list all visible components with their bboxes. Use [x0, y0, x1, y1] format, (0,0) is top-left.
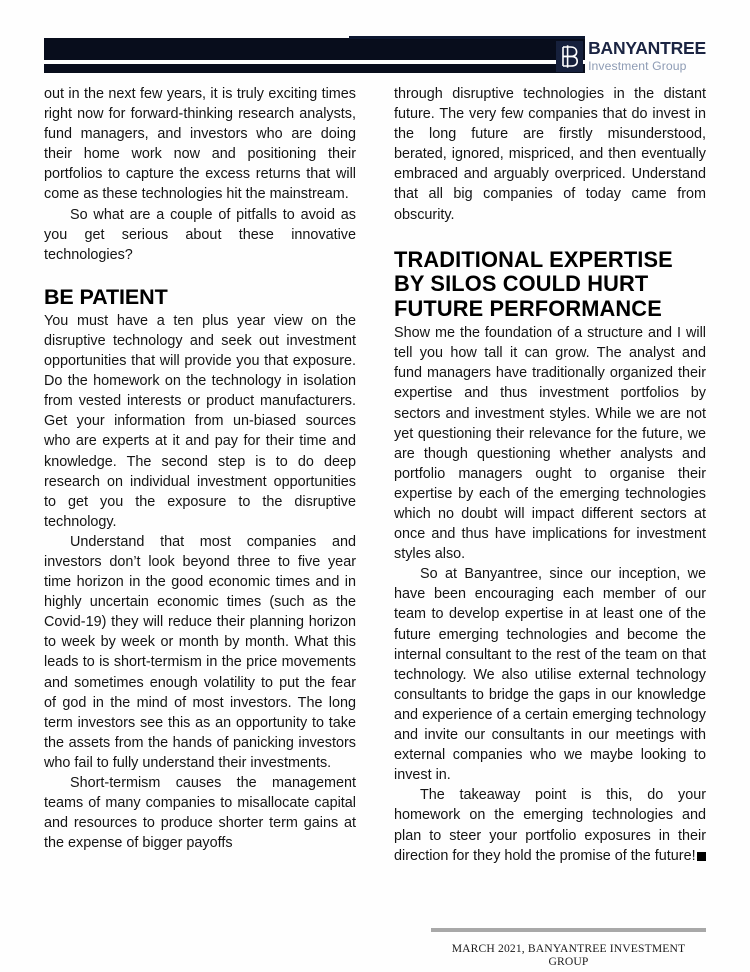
right-column [394, 84, 706, 914]
section-heading-be-patient: BE PATIENT [44, 284, 168, 309]
header-rule-thick [44, 38, 585, 60]
paragraph-distant-future: through disruptive technologies in the distant future. The very few companies that do invest in the long future are firstly misunderstood, berated, ignored, mispriced, and then eventually embraced and arguably overpriced. Understand that all big companies of today came from obscurity. [394, 86, 706, 223]
masthead [44, 36, 706, 76]
footer-rule [431, 928, 706, 932]
brand-logo [556, 36, 706, 76]
footer-text: MARCH 2021, BANYANTREE INVESTMENT GROUP [451, 942, 686, 968]
page-footer [431, 928, 706, 968]
paragraph-time-horizon: Understand that most companies and investors don’t look beyond three to five year time horizon in the good economic times and in highly uncertain economic times (such as the Covid-19) they will reduce their planning horizon to week by week or month by month. What this leads to is short-termism in the price movements and sometimes enough volatility to put the fear of god in the mind of most investors. The long term investors see this as an opportunity to take the assets from the hands of panicking investors who fail to fully understand their investments. [44, 533, 356, 771]
paragraph-ten-plus-year: You must have a ten plus year view on the disruptive technology and seek out investment opportunities that will provide you that exposure. Do the homework on the technology in isolation from vested interests or product manufacturers. Get your information from un-biased sources who are experts at it and pay for their time and knowledge. The second step is to do deep research on individual investment opportunities to get you the exposure to the disruptive technology. [44, 312, 356, 530]
logo-company-name: BANYANTREE [588, 38, 706, 59]
header-rule-thick-highlight [349, 36, 585, 39]
article-columns [44, 84, 706, 914]
left-column [44, 84, 356, 914]
paragraph-takeaway [394, 785, 706, 865]
banyantree-b-icon [556, 41, 583, 72]
paragraph-pitfalls: So what are a couple of pitfalls to avoid as you get serious about these innovative technologies? [44, 206, 356, 263]
paragraph-takeaway-text: The takeaway point is this, do your homework on the emerging technologies and plan to steer your portfolio exposures in their direction for they hold the promise of the future! [394, 787, 706, 864]
section-heading-traditional-expertise: TRADITIONAL EXPERTISE BY SILOS COULD HURT FUTURE PERFORMANCE [394, 246, 673, 321]
header-rule-thin [44, 64, 585, 73]
end-of-article-marker [697, 852, 706, 861]
paragraph-short-termism: Short-termism causes the management teams of many companies to misallocate capital and resources to produce shorter term gains at the expense of bigger payoffs [44, 775, 356, 852]
paragraph-foundation: Show me the foundation of a structure and I will tell you how tall it can grow. The analyst and fund managers have traditionally organized their expertise and thus investment portfolios by sectors and investment styles. While we are not yet questioning their relevance for the future, we are though questioning whether analysts and portfolio managers ought to organise their expertise by each of the emerging technologies which no doubt will impact different sectors at once and thus have implications for investment styles also. [394, 325, 706, 563]
logo-wordmark [588, 40, 706, 72]
paragraph-banyantree-inception: So at Banyantree, since our inception, we have been encouraging each member of our team to develop expertise in at least one of the future emerging technologies and become the internal consultant to the rest of the team on that technology. We also utilise external technology consultants to bridge the gaps in our knowledge and experience of a certain emerging technology and invite our consultants in our meetings with external companies who we maybe looking to invest in. [394, 566, 706, 784]
logo-company-tagline: Investment Group [588, 58, 687, 73]
paragraph-continuation: out in the next few years, it is truly exciting times right now for forward-thinking research analysts, fund managers, and investors who are doing their home work now and positioning their portfolios to capture the excess returns that will come as these technologies hit the mainstream. [44, 86, 356, 203]
